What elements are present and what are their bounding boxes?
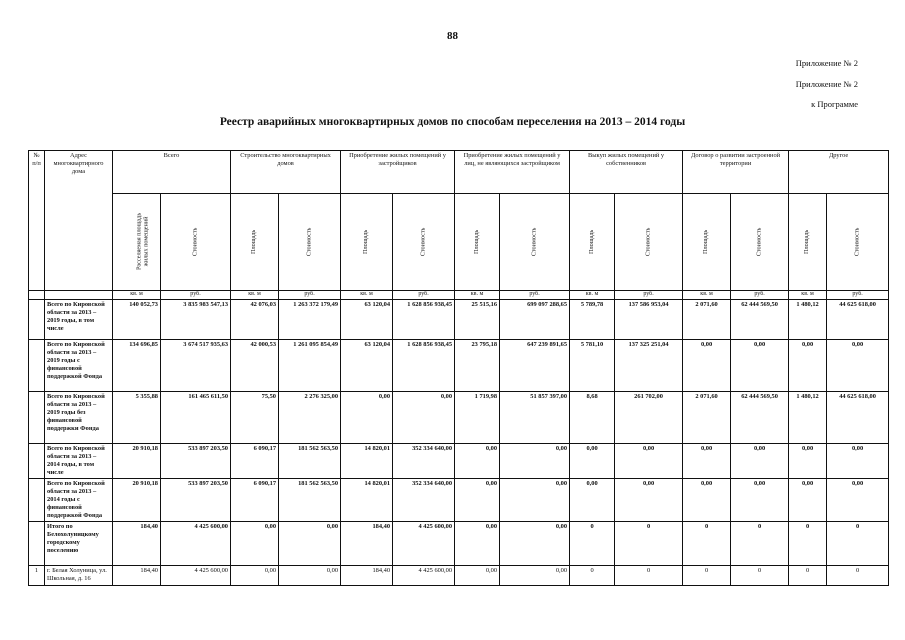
table-cell: 5 789,78 [570, 300, 615, 340]
table-cell: 62 444 569,50 [731, 392, 789, 444]
registry-table [28, 150, 889, 586]
header-group-other: Другое [789, 151, 889, 194]
table-cell: 0,00 [789, 340, 827, 392]
table-cell: 1 480,12 [789, 300, 827, 340]
table-cell: 352 334 640,00 [393, 479, 455, 522]
table-cell: 261 702,00 [615, 392, 683, 444]
table-cell: 44 625 618,00 [827, 392, 889, 444]
table-cell: 2 071,60 [683, 392, 731, 444]
table-header-row [29, 151, 889, 194]
appendix-line-1: Приложение № 2 [795, 58, 858, 68]
table-cell: 20 910,18 [113, 479, 161, 522]
table-row [29, 300, 889, 340]
table-cell: 161 465 611,50 [161, 392, 231, 444]
header-address: Адрес многоквартирного дома [45, 151, 113, 291]
unit-cell: кв. м [789, 291, 827, 300]
table-cell: 4 425 600,00 [161, 522, 231, 566]
table-cell: 3 674 517 935,63 [161, 340, 231, 392]
table-cell: 25 515,16 [455, 300, 500, 340]
unit-cell [29, 291, 45, 300]
table-cell: 0 [789, 566, 827, 586]
header-group-buyout: Выкуп жилых помещений у собственников [570, 151, 683, 194]
table-row [29, 479, 889, 522]
table-cell: 5 781,10 [570, 340, 615, 392]
table-cell: 0,00 [455, 479, 500, 522]
table-cell: 533 897 203,50 [161, 444, 231, 479]
subheader-cell: Площадь [570, 194, 615, 291]
table-cell: 0 [615, 566, 683, 586]
table-cell: 63 120,04 [341, 340, 393, 392]
row-number [29, 300, 45, 340]
table-cell: 0,00 [683, 444, 731, 479]
table-cell: 0,00 [789, 479, 827, 522]
table-cell: 134 696,85 [113, 340, 161, 392]
table-cell: 0,00 [615, 479, 683, 522]
table-body [29, 300, 889, 586]
table-cell: 5 355,88 [113, 392, 161, 444]
subheader-cell: Стоимость [615, 194, 683, 291]
table-cell: 0 [615, 522, 683, 566]
header-group-total: Всего [113, 151, 231, 194]
table-cell: 352 334 640,00 [393, 444, 455, 479]
subheader-cell: Расселяемая площадь жилых помещений [113, 194, 161, 291]
table-cell: 0,00 [615, 444, 683, 479]
unit-cell: руб. [393, 291, 455, 300]
subheader-cell: Площадь [341, 194, 393, 291]
table-cell: 0,00 [570, 444, 615, 479]
unit-cell: кв. м [570, 291, 615, 300]
header-group-purchase-developers: Приобретение жилых помещений у застройщиков [341, 151, 455, 194]
table-cell: 14 820,01 [341, 444, 393, 479]
table-cell: 0,00 [231, 566, 279, 586]
row-label: Всего по Кировской области за 2013 – 2019 годы без финансовой поддержки Фонда [45, 392, 113, 444]
table-cell: 140 052,73 [113, 300, 161, 340]
subheader-cell: Площадь [683, 194, 731, 291]
table-cell: 1 628 856 938,45 [393, 300, 455, 340]
table-cell: 0,00 [500, 444, 570, 479]
table-cell: 0 [683, 522, 731, 566]
row-number [29, 479, 45, 522]
row-label: Всего по Кировской области за 2013 – 2019 годы, в том числе [45, 300, 113, 340]
unit-cell: руб. [615, 291, 683, 300]
table-cell: 0,00 [455, 444, 500, 479]
table-cell: 0,00 [393, 392, 455, 444]
table-cell: 181 562 563,50 [279, 444, 341, 479]
table-cell: 0 [827, 566, 889, 586]
unit-cell: руб. [500, 291, 570, 300]
row-label: Итого по Белохолуницкому городскому поселению [45, 522, 113, 566]
table-cell: 44 625 618,00 [827, 300, 889, 340]
table-cell: 0,00 [789, 444, 827, 479]
table-cell: 0,00 [827, 479, 889, 522]
table-cell: 647 239 891,65 [500, 340, 570, 392]
table-cell: 0,00 [500, 479, 570, 522]
table-cell: 1 719,98 [455, 392, 500, 444]
table-cell: 4 425 600,00 [393, 522, 455, 566]
table-cell: 0,00 [279, 522, 341, 566]
row-number [29, 340, 45, 392]
table-cell: 8,68 [570, 392, 615, 444]
table-cell: 2 276 325,00 [279, 392, 341, 444]
table-cell: 699 097 288,65 [500, 300, 570, 340]
subheader-cell: Стоимость [161, 194, 231, 291]
table-cell: 0,00 [279, 566, 341, 586]
subheader-cell: Стоимость [731, 194, 789, 291]
table-cell: 137 586 953,04 [615, 300, 683, 340]
unit-cell: кв. м [683, 291, 731, 300]
table-cell: 14 820,01 [341, 479, 393, 522]
table-cell: 20 910,18 [113, 444, 161, 479]
table-cell: 6 090,17 [231, 479, 279, 522]
table-row [29, 340, 889, 392]
unit-cell: руб. [279, 291, 341, 300]
table-row [29, 522, 889, 566]
unit-cell: кв. м [341, 291, 393, 300]
table-cell: 0,00 [731, 340, 789, 392]
appendix-line-2: Приложение № 2 [795, 79, 858, 89]
table-cell: 1 263 372 179,49 [279, 300, 341, 340]
table-cell: 0,00 [683, 340, 731, 392]
page-number: 88 [447, 30, 458, 42]
table-cell: 184,40 [113, 566, 161, 586]
table-subheader-row [29, 194, 889, 291]
table-cell: 4 425 600,00 [393, 566, 455, 586]
table-cell: 51 857 397,00 [500, 392, 570, 444]
subheader-cell: Стоимость [393, 194, 455, 291]
table-cell: 184,40 [113, 522, 161, 566]
table-cell: 0,00 [500, 566, 570, 586]
table-cell: 0,00 [341, 392, 393, 444]
table-cell: 0 [570, 566, 615, 586]
table-cell: 533 897 203,50 [161, 479, 231, 522]
row-number [29, 522, 45, 566]
table-cell: 62 444 569,50 [731, 300, 789, 340]
unit-cell: кв. м [231, 291, 279, 300]
table-cell: 75,50 [231, 392, 279, 444]
table-row [29, 392, 889, 444]
table-cell: 181 562 563,50 [279, 479, 341, 522]
table-cell: 1 628 856 938,45 [393, 340, 455, 392]
header-group-purchase-others: Приобретение жилых помещений у лиц, не являющихся застройщиком [455, 151, 570, 194]
table-cell: 184,40 [341, 522, 393, 566]
table-cell: 0 [731, 566, 789, 586]
table-row [29, 566, 889, 586]
document-title: Реестр аварийных многоквартирных домов по способам переселения на 2013 – 2014 годы [219, 116, 686, 128]
table-cell: 0 [683, 566, 731, 586]
table-cell: 1 480,12 [789, 392, 827, 444]
table-cell: 0,00 [731, 479, 789, 522]
table-cell: 0,00 [231, 522, 279, 566]
table-cell: 184,40 [341, 566, 393, 586]
table-cell: 23 795,18 [455, 340, 500, 392]
row-number: 1 [29, 566, 45, 586]
table-cell: 6 090,17 [231, 444, 279, 479]
subheader-cell: Стоимость [279, 194, 341, 291]
table-cell: 4 425 600,00 [161, 566, 231, 586]
table-cell: 0 [731, 522, 789, 566]
table-cell: 0,00 [500, 522, 570, 566]
table-cell: 0,00 [570, 479, 615, 522]
subheader-cell: Стоимость [500, 194, 570, 291]
table-cell: 63 120,04 [341, 300, 393, 340]
row-number [29, 444, 45, 479]
table-cell: 137 325 251,04 [615, 340, 683, 392]
unit-cell: кв. м [113, 291, 161, 300]
table-cell: 0,00 [827, 340, 889, 392]
table-cell: 0,00 [731, 444, 789, 479]
table-cell: 0,00 [455, 566, 500, 586]
table-cell: 0 [789, 522, 827, 566]
table-cell: 3 835 983 547,13 [161, 300, 231, 340]
table-cell: 42 000,53 [231, 340, 279, 392]
table-cell: 1 261 095 854,49 [279, 340, 341, 392]
header-number: № п/п [29, 151, 45, 291]
unit-cell: руб. [731, 291, 789, 300]
table-cell: 42 076,03 [231, 300, 279, 340]
row-number [29, 392, 45, 444]
subheader-cell: Площадь [789, 194, 827, 291]
table-cell: 0,00 [827, 444, 889, 479]
header-group-development-contract: Договор о развитии застроенной территории [683, 151, 789, 194]
header-group-construction: Строительство многоквартирных домов [231, 151, 341, 194]
unit-cell: руб. [827, 291, 889, 300]
row-label: г. Белая Холуница, ул. Школьная, д. 16 [45, 566, 113, 586]
units-row [29, 291, 889, 300]
row-label: Всего по Кировской области за 2013 – 2014 годы, в том числе [45, 444, 113, 479]
row-label: Всего по Кировской области за 2013 – 2019 годы с финансовой поддержкой Фонда [45, 340, 113, 392]
subheader-cell: Стоимость [827, 194, 889, 291]
unit-cell: руб. [161, 291, 231, 300]
row-label: Всего по Кировской области за 2013 – 2014 годы с финансовой поддержкой Фонда [45, 479, 113, 522]
table-cell: 0,00 [455, 522, 500, 566]
unit-cell: кв. м [455, 291, 500, 300]
subheader-cell: Площадь [231, 194, 279, 291]
table-cell: 2 071,60 [683, 300, 731, 340]
subheader-cell: Площадь [455, 194, 500, 291]
table-cell: 0 [570, 522, 615, 566]
table-row [29, 444, 889, 479]
table-cell: 0,00 [683, 479, 731, 522]
table-cell: 0 [827, 522, 889, 566]
appendix-line-3: к Программе [811, 99, 858, 109]
unit-cell [45, 291, 113, 300]
